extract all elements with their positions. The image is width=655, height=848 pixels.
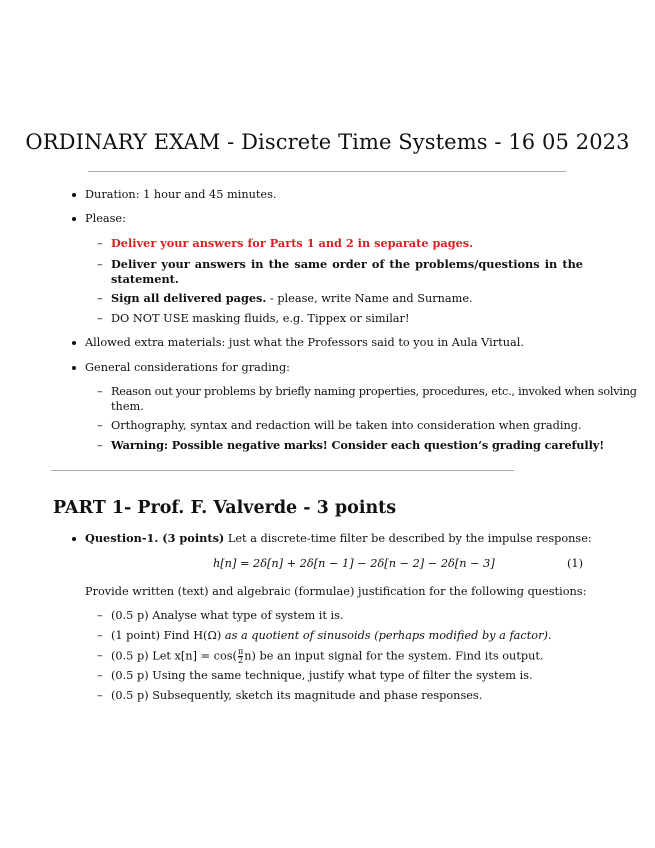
bullet-icon <box>72 537 76 541</box>
part1-heading: PART 1- Prof. F. Valverde - 3 points <box>53 498 397 518</box>
dash-icon: – <box>97 439 103 452</box>
task-sketch-responses: (0.5 p) Subsequently, sketch its magnitude and phase responses. <box>111 689 483 702</box>
sign-pages-text <box>111 291 473 306</box>
duration-text: Duration: 1 hour and 45 minutes. <box>85 188 277 201</box>
pi-over-two-fraction <box>238 648 243 665</box>
task-input-post: n) be an input signal for the system. Find its output. <box>244 649 544 663</box>
equation-number: (1) <box>567 557 584 570</box>
deliver-separate-text: Deliver your answers for Parts 1 and 2 in separate pages. <box>111 236 474 250</box>
provide-justification-text: Provide written (text) and algebraic (formulae) justification for the following questions: <box>85 585 587 598</box>
impulse-response-equation: h[n] = 2δ[n] + 2δ[n − 1] − 2δ[n − 2] − 2δ[n − 3] <box>213 557 495 570</box>
bullet-icon <box>72 217 76 221</box>
dash-icon: – <box>97 629 103 642</box>
section-divider <box>51 470 514 471</box>
materials-text: Allowed extra materials: just what the Professors said to you in Aula Virtual. <box>85 336 524 349</box>
bullet-icon <box>72 341 76 345</box>
dash-icon: – <box>97 292 103 305</box>
dash-icon: – <box>97 237 103 250</box>
dash-icon: – <box>97 312 103 325</box>
exam-title: ORDINARY EXAM - Discrete Time Systems - 16 05 2023 <box>25 130 630 154</box>
bullet-icon <box>72 193 76 197</box>
dash-icon: – <box>97 669 103 682</box>
warning-text: Warning: Possible negative marks! Consider each question’s grading carefully! <box>111 438 605 452</box>
dash-icon: – <box>97 689 103 702</box>
task-find-h <box>111 628 551 643</box>
bullet-icon <box>72 366 76 370</box>
dash-icon: – <box>97 385 103 398</box>
reason-out-text-line2: them. <box>111 400 144 413</box>
task-find-h-italic: as a quotient of sinusoids (perhaps modified by a factor). <box>224 629 552 642</box>
deliver-order-text-line1: Deliver your answers in the same order of the problems/questions in the <box>111 257 583 271</box>
task-input-pre: (0.5 p) Let x[n] = cos( <box>111 649 237 663</box>
dash-icon: – <box>97 649 103 662</box>
title-divider <box>88 171 566 172</box>
task-find-h-pre: (1 point) Find H(Ω) <box>111 629 222 642</box>
sign-pages-bold: Sign all delivered pages. <box>111 291 267 305</box>
fraction-numerator: π <box>237 647 244 656</box>
task-filter-type: (0.5 p) Using the same technique, justify what type of filter the system is. <box>111 669 533 682</box>
please-text: Please: <box>85 212 126 225</box>
dash-icon: – <box>97 419 103 432</box>
question1-text <box>85 531 592 546</box>
question1-statement: Let a discrete-time filter be described by the impulse response: <box>227 532 592 545</box>
sign-pages-rest: - please, write Name and Surname. <box>269 292 473 305</box>
grading-text: General considerations for grading: <box>85 361 290 374</box>
dash-icon: – <box>97 609 103 622</box>
deliver-order-text-line2: statement. <box>111 272 179 286</box>
orthography-text: Orthography, syntax and redaction will be taken into consideration when grading. <box>111 419 582 432</box>
reason-out-text-line1: Reason out your problems by briefly naming properties, procedures, etc., invoked when solving <box>111 385 637 398</box>
fraction-denominator: 2 <box>238 656 244 665</box>
task-input-signal <box>111 648 544 665</box>
dash-icon: – <box>97 258 103 271</box>
task-system-type: (0.5 p) Analyse what type of system it is. <box>111 609 344 622</box>
no-tippex-text: DO NOT USE masking fluids, e.g. Tippex or similar! <box>111 312 410 325</box>
question1-label: Question-1. (3 points) <box>85 531 225 545</box>
